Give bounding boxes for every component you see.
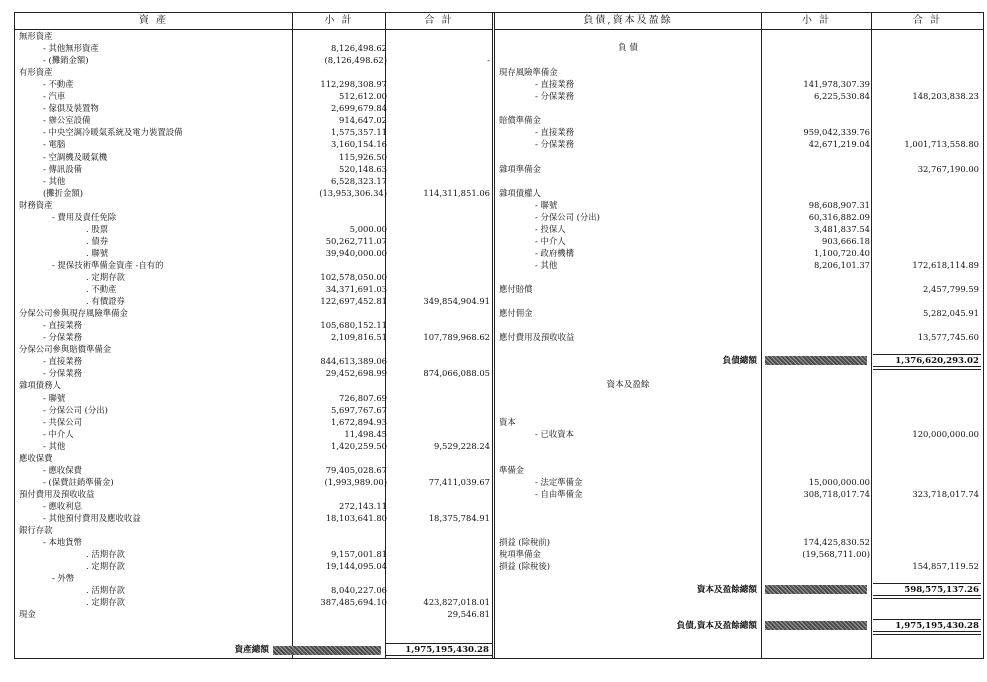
- asset-label: (攤折金額): [43, 187, 84, 198]
- liab-total-value: 1,376,620,293.02: [895, 356, 979, 367]
- asset-label: 無形資產: [19, 31, 53, 41]
- liab-label: - 投保人: [535, 223, 566, 234]
- liab-subtotal: 174,425,830.52: [803, 537, 870, 548]
- liab-total-label: 負債總額: [722, 356, 757, 367]
- liab-label: - 法定準備金: [535, 476, 583, 487]
- liab-subtotal: 1,100,720.40: [814, 247, 870, 258]
- asset-subtotal: 5,000.00: [349, 223, 387, 234]
- asset-subtotal: 122,697,452.81: [320, 296, 387, 307]
- asset-label: . 定期存款: [86, 272, 125, 282]
- liab-subtotal: 60,316,882.09: [808, 211, 870, 222]
- header-total-left: 合 計: [386, 13, 492, 30]
- asset-total: 874,066,088.05: [423, 368, 490, 379]
- asset-total: 77,411,039.67: [428, 476, 490, 487]
- liab-total-label: 負債,資本及盈餘總額: [676, 621, 757, 632]
- asset-subtotal: 726,807.69: [339, 392, 387, 403]
- asset-label: . 股票: [86, 223, 109, 234]
- liab-total: 5,282,045.91: [923, 308, 979, 319]
- liab-subtotal: 98,608,907.31: [808, 199, 870, 210]
- asset-subtotal: 2,109,816.51: [331, 332, 387, 343]
- liab-label: 損益 (除稅後): [499, 561, 551, 572]
- liab-total: 2,457,799.59: [923, 284, 979, 295]
- asset-label: - 不動產: [43, 79, 74, 90]
- asset-label: - 其他預付費用及應收收益: [43, 513, 141, 523]
- shaded-bar: [765, 585, 867, 594]
- liab-total: 13,577,745.60: [917, 332, 979, 343]
- assets-total-label: 資產總額: [234, 645, 269, 655]
- asset-label: - 提保技術準備金資產 -自有的: [52, 259, 164, 270]
- asset-subtotal: 520,148.63: [339, 163, 387, 174]
- liab-label: - 自由準備金: [535, 488, 583, 499]
- asset-label: - (保費註銷準備金): [43, 476, 114, 487]
- liab-label: 應付費用及預收收益: [499, 332, 575, 343]
- liab-label: 資本: [499, 416, 516, 427]
- asset-subtotal: 18,103,641.80: [325, 513, 387, 523]
- liab-label: - 其他: [535, 259, 558, 270]
- asset-label: - 應收利息: [43, 500, 82, 511]
- asset-label: 雜項債務人: [19, 380, 61, 391]
- liab-label: - 分保業務: [535, 139, 574, 150]
- liab-subtotal: 141,978,307.39: [803, 79, 870, 90]
- liab-label: - 聯號: [535, 199, 558, 210]
- rule-line: [873, 595, 981, 599]
- asset-label: 財務資產: [19, 199, 53, 210]
- asset-label: - 汽車: [43, 91, 66, 102]
- asset-label: 有形資產: [19, 67, 53, 78]
- liab-label: 稅項準備金: [499, 549, 541, 560]
- assets-total-value: 1,975,195,430.28: [405, 645, 489, 655]
- col-divider-center: [494, 13, 495, 658]
- asset-label: 銀行存款: [19, 525, 53, 536]
- liab-total: 172,618,114.89: [912, 259, 979, 270]
- col-divider-center: [492, 13, 493, 658]
- asset-label: - 其他無形資產: [43, 43, 99, 54]
- asset-subtotal: 1,575,357.11: [331, 127, 387, 138]
- asset-subtotal: 11,498.45: [344, 428, 387, 439]
- asset-label: - 費用及責任免除: [52, 211, 117, 222]
- asset-label: - 傢俱及裝置物: [43, 103, 99, 114]
- liab-subtotal: 959,042,339.76: [803, 127, 870, 138]
- liab-label: 應付佣金: [499, 308, 533, 319]
- asset-total: -: [487, 55, 490, 66]
- header-total-right: 合 計: [872, 13, 983, 30]
- asset-total: 9,529,228.24: [434, 440, 490, 451]
- liab-section-title: 資本及盈餘: [606, 380, 650, 391]
- asset-subtotal: 8,040,227.06: [331, 585, 387, 596]
- asset-subtotal: 844,613,389.06: [320, 356, 387, 367]
- asset-label: . 有價證券: [86, 296, 125, 307]
- liab-label: 應付賠償: [499, 284, 533, 295]
- liab-label: 雜項準備金: [499, 163, 541, 174]
- rule-line: [873, 354, 981, 355]
- asset-label: - 中央空調冷暖氣系統及電力裝置設備: [43, 127, 183, 138]
- liab-total: 120,000,000.00: [912, 428, 979, 439]
- asset-total: 349,854,904.91: [423, 296, 490, 307]
- liab-total-value: 598,575,137.26: [904, 585, 979, 596]
- asset-label: - 分保業務: [43, 368, 82, 379]
- asset-total: 107,789,968.62: [423, 332, 490, 343]
- liab-label: - 分保業務: [535, 91, 574, 102]
- asset-label: . 聯號: [86, 247, 109, 258]
- liab-total: 323,718,017.74: [912, 488, 979, 499]
- asset-label: 預付費用及預收收益: [19, 488, 95, 499]
- asset-subtotal: 112,298,308.97: [320, 79, 387, 90]
- asset-subtotal: 79,405,028.67: [325, 464, 387, 475]
- asset-label: . 定期存款: [86, 597, 125, 608]
- liab-subtotal: 42,671,219.04: [808, 139, 870, 150]
- asset-subtotal: (1,993,989.00): [324, 476, 387, 487]
- asset-subtotal: 115,926.50: [339, 151, 387, 162]
- liab-label: - 直接業務: [535, 79, 574, 90]
- asset-label: . 活期存款: [86, 585, 125, 596]
- asset-subtotal: (13,953,306.34): [319, 187, 387, 198]
- asset-label: - 傳訊設備: [43, 163, 82, 174]
- liab-total: 1,001,713,558.80: [904, 139, 979, 150]
- shaded-bar: [765, 356, 867, 365]
- liab-label: - 政府機構: [535, 247, 574, 258]
- liab-label: 現存風險準備金: [499, 67, 558, 78]
- asset-label: - 分保公司 (分出): [43, 404, 108, 415]
- asset-subtotal: 272,143.11: [339, 500, 387, 511]
- asset-label: - 其他: [43, 440, 66, 451]
- asset-label: - 聯號: [43, 392, 66, 403]
- asset-subtotal: 34,371,691.03: [325, 284, 387, 295]
- asset-subtotal: 2,699,679.84: [331, 103, 387, 114]
- shaded-bar: [273, 646, 381, 655]
- asset-label: - 中介人: [43, 428, 74, 439]
- asset-label: - 分保業務: [43, 332, 82, 343]
- asset-subtotal: 29,452,698.99: [325, 368, 387, 379]
- asset-label: - 其他: [43, 175, 66, 186]
- liab-label: 雜項債權人: [499, 187, 541, 198]
- liab-label: - 直接業務: [535, 127, 574, 138]
- asset-subtotal: 39,940,000.00: [325, 247, 387, 258]
- asset-subtotal: 6,528,323.17: [331, 175, 387, 186]
- asset-label: 分保公司參與現存風險準備金: [19, 308, 128, 319]
- liab-total: 32,767,190.00: [917, 163, 979, 174]
- asset-total: 18,375,784.91: [428, 513, 490, 523]
- liab-subtotal: 8,206,101.37: [814, 259, 870, 270]
- rule-line: [873, 631, 981, 635]
- asset-subtotal: 1,420,259.50: [331, 440, 387, 451]
- asset-label: - 共保公司: [43, 416, 82, 427]
- balance-sheet: [14, 12, 984, 659]
- asset-subtotal: 105,680,152.11: [320, 320, 387, 331]
- liab-subtotal: 903,666.18: [822, 235, 870, 246]
- asset-label: - 外幣: [52, 573, 75, 584]
- header-subtotal-left: 小 計: [293, 13, 385, 30]
- asset-subtotal: 5,697,767.67: [331, 404, 387, 415]
- asset-total: 114,311,851.06: [423, 187, 490, 198]
- liab-label: 賠償準備金: [499, 115, 541, 126]
- asset-label: - 電腦: [43, 139, 66, 150]
- shaded-bar: [765, 621, 867, 630]
- rule-line: [873, 619, 981, 620]
- liab-total-label: 資本及盈餘總額: [696, 585, 757, 596]
- asset-subtotal: 50,262,711.07: [325, 235, 387, 246]
- liab-label: - 中介人: [535, 235, 566, 246]
- header-assets: 資 產: [15, 13, 292, 30]
- asset-total: 29,546.81: [447, 609, 490, 620]
- asset-label: - 直接業務: [43, 356, 82, 367]
- asset-label: - 空調機及暖氣機: [43, 151, 108, 162]
- asset-label: - 應收保費: [43, 464, 82, 475]
- liab-total-value: 1,975,195,430.28: [895, 621, 979, 632]
- asset-subtotal: 3,160,154.16: [331, 139, 387, 150]
- rule-line: [873, 366, 981, 370]
- col-divider: [761, 13, 762, 658]
- asset-subtotal: 19,144,095.04: [325, 561, 387, 572]
- asset-subtotal: 8,126,498.62: [331, 43, 387, 54]
- header-subtotal-right: 小 計: [762, 13, 871, 30]
- asset-label: . 債券: [86, 235, 109, 246]
- asset-subtotal: 1,672,894.93: [331, 416, 387, 427]
- liab-label: - 已收資本: [535, 428, 574, 439]
- liab-subtotal: 15,000,000.00: [808, 476, 870, 487]
- asset-subtotal: 9,157,001.81: [331, 549, 387, 560]
- liab-total: 148,203,838.23: [912, 91, 979, 102]
- asset-label: - 直接業務: [43, 320, 82, 331]
- asset-label: . 不動產: [86, 284, 117, 295]
- liab-subtotal: 3,481,837.54: [814, 223, 870, 234]
- liab-section-title: 負 債: [618, 43, 638, 54]
- rule-line: [873, 583, 981, 584]
- asset-subtotal: 512,612.00: [339, 91, 387, 102]
- asset-label: - (攤銷金額): [43, 55, 89, 66]
- asset-label: . 活期存款: [86, 549, 125, 560]
- asset-label: - 辦公室設備: [43, 115, 91, 126]
- liab-label: 損益 (除稅前): [499, 537, 551, 548]
- asset-subtotal: 102,578,050.00: [320, 272, 387, 282]
- liab-subtotal: 308,718,017.74: [803, 488, 870, 499]
- header-liabilities: 負債,資本及盈餘: [495, 13, 761, 30]
- asset-subtotal: 914,647.02: [339, 115, 387, 126]
- liab-label: 準備金: [499, 464, 525, 475]
- asset-label: 現金: [19, 609, 36, 620]
- liab-label: - 分保公司 (分出): [535, 211, 600, 222]
- liab-subtotal: 6,225,530.84: [814, 91, 870, 102]
- liab-total: 154,857,119.52: [912, 561, 979, 572]
- asset-label: 分保公司參與賠償準備金: [19, 344, 112, 355]
- asset-label: 應收保費: [19, 452, 53, 463]
- asset-label: . 定期存款: [86, 561, 125, 572]
- asset-label: - 本地貨幣: [43, 537, 82, 548]
- asset-total: 423,827,018.01: [423, 597, 490, 608]
- asset-subtotal: (8,126,498.62): [324, 55, 387, 66]
- liab-subtotal: (19,568,711.00): [802, 549, 870, 560]
- asset-subtotal: 387,485,694.10: [320, 597, 387, 608]
